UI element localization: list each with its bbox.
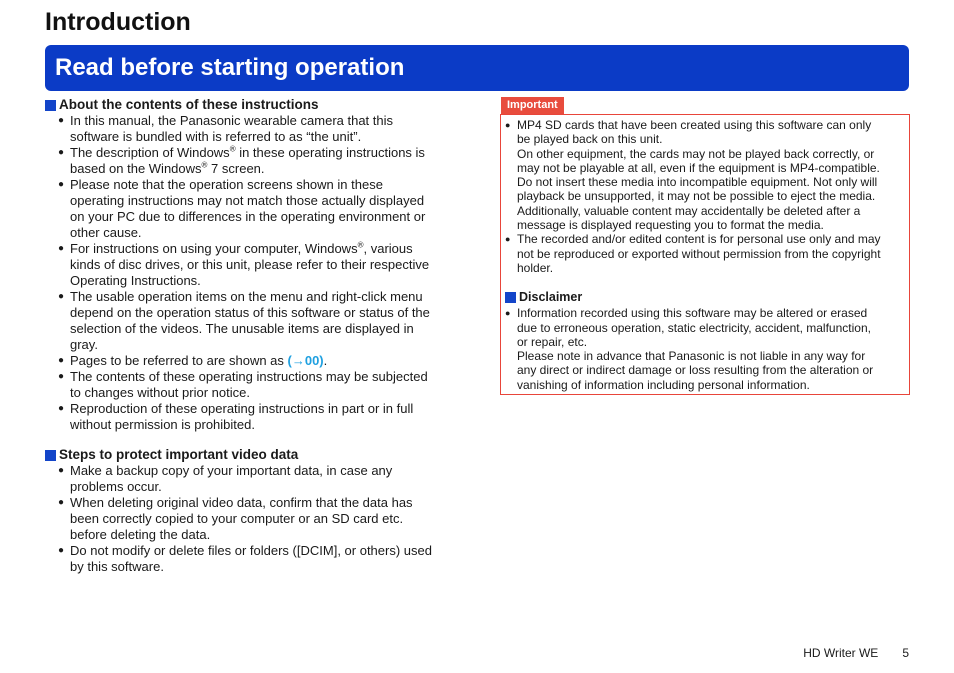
list-item: ● The description of Windows® in these operating instructions is based on the Windows® 7 screen. <box>45 145 455 177</box>
square-bullet-icon <box>505 292 516 303</box>
important-label: Important <box>501 97 564 114</box>
registered-mark: ® <box>201 160 208 170</box>
registered-mark: ® <box>229 144 236 154</box>
right-column <box>500 95 910 395</box>
page-reference-link[interactable]: (→00) <box>287 353 324 368</box>
bullet-list <box>505 118 905 275</box>
page-number: 5 <box>902 646 909 660</box>
list-item: ● The contents of these operating instructions may be subjected to changes without prior notice. <box>45 369 455 401</box>
product-name: HD Writer WE <box>803 646 879 660</box>
banner-title: Read before starting operation <box>55 54 405 81</box>
bullet-list <box>45 463 455 575</box>
list-item: ● The usable operation items on the menu and right-click menu depend on the operation status of this software or status of the selection of the videos. The unusable items are displayed in gray. <box>45 289 455 353</box>
section-heading: About the contents of these instructions <box>45 97 455 113</box>
page-title: Introduction <box>45 8 191 36</box>
registered-mark: ® <box>357 240 364 250</box>
section-banner <box>45 45 909 91</box>
disclaimer-heading: Disclaimer <box>505 289 905 305</box>
list-item: ● Make a backup copy of your important data, in case any problems occur. <box>45 463 455 495</box>
square-bullet-icon <box>45 100 56 111</box>
square-bullet-icon <box>45 450 56 461</box>
page-footer <box>803 646 909 660</box>
list-item: ● MP4 SD cards that have been created using this software can only be played back on this unit. On other equipment, the cards may not be played back correctly, or may not be playable at all, even if the equipment is MP4-compatible. Do not insert these media into incompatible equipment. Not only will playback be unsupported, it may not be possible to eject the media. Additionally, valuable content may accidentally be deleted after a message is displayed requesting you to format the media. <box>505 118 905 232</box>
list-item: ● Please note that the operation screens shown in these operating instructions may not match those actually displayed on your PC due to differences in the operating environment or other cause. <box>45 177 455 241</box>
section-heading: Steps to protect important video data <box>45 447 455 463</box>
bullet-list <box>505 306 905 392</box>
list-item: ● Information recorded using this software may be altered or erased due to erroneous operation, static electricity, accident, malfunction, or repair, etc. Please note in advance that Panasonic is not liable in any way for any direct or indirect damage or loss resulting from the alteration or vanishing of information including personal information. <box>505 306 905 392</box>
bullet-list <box>45 113 455 433</box>
list-item: ● For instructions on using your computer, Windows®, various kinds of disc drives, or this unit, please refer to their respective Operating Instructions. <box>45 241 455 289</box>
list-item: ● When deleting original video data, confirm that the data has been correctly copied to your computer or an SD card etc. before deleting the data. <box>45 495 455 543</box>
list-item: ● Reproduction of these operating instructions in part or in full without permission is prohibited. <box>45 401 455 433</box>
important-box <box>500 114 910 395</box>
list-item: ● Do not modify or delete files or folders ([DCIM], or others) used by this software. <box>45 543 455 575</box>
list-item: ● In this manual, the Panasonic wearable camera that this software is bundled with is referred to as “the unit”. <box>45 113 455 145</box>
left-column <box>45 97 455 575</box>
list-item: ● Pages to be referred to are shown as (→00). <box>45 353 455 369</box>
list-item: ● The recorded and/or edited content is for personal use only and may not be reproduced or exported without permission from the copyright holder. <box>505 232 905 275</box>
